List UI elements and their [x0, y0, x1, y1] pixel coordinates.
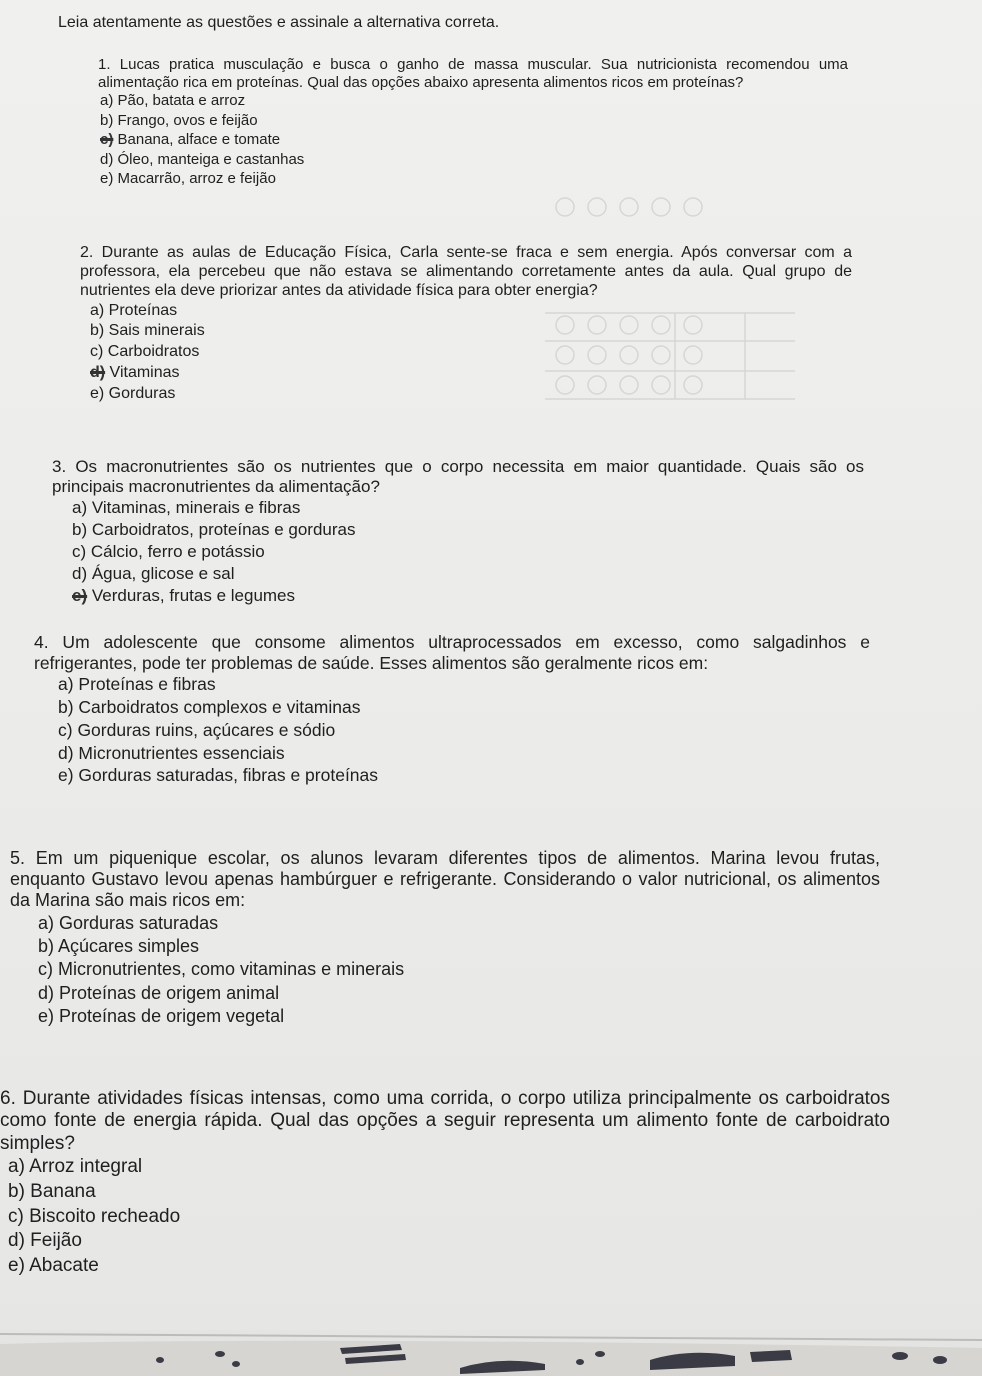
question-2 [80, 244, 852, 405]
question-1-stem: 1. Lucas pratica musculação e busca o ganho de massa muscular. Sua nutricionista recomendou uma alimentação rica em proteínas. Qual das opções abaixo apresenta alimentos ricos em proteínas? [98, 56, 848, 91]
option-4d[interactable]: d) Micronutrientes essenciais [58, 742, 285, 763]
question-3 [52, 457, 864, 608]
option-2a[interactable]: a) Proteínas [90, 301, 178, 319]
option-3a[interactable]: a) Vitaminas, minerais e fibras [72, 498, 301, 518]
table-surface-edge [0, 1330, 982, 1376]
answer-mark-1: c) [100, 131, 114, 149]
option-4c[interactable]: c) Gorduras ruins, açúcares e sódio [58, 719, 336, 740]
question-5-options [38, 912, 880, 1029]
option-6d[interactable]: d) Feijão [8, 1230, 82, 1252]
question-5-stem: 5. Em um piquenique escolar, os alunos levaram diferentes tipos de alimentos. Marina levou frutas, enquanto Gustavo levou apenas hambúrguer e refrigerante. Considerando o valor nutricional, os alimentos da Marina são mais ricos em: [10, 848, 880, 911]
question-6 [0, 1088, 890, 1279]
option-6c[interactable]: c) Biscoito recheado [8, 1205, 181, 1227]
question-2-options [90, 301, 852, 405]
option-3d[interactable]: d) Água, glicose e sal [72, 564, 235, 584]
option-1a[interactable]: a) Pão, batata e arroz [100, 92, 246, 110]
option-6b[interactable]: b) Banana [8, 1180, 96, 1202]
question-2-stem: 2. Durante as aulas de Educação Física, Carla sente-se fraca e sem energia. Após conversar com a professora, ela percebeu que não estava se alimentando corretamente antes da aula. Qual grupo de nutrientes ela deve priorizar antes da atividade física para obter energia? [80, 244, 852, 299]
question-3-stem: 3. Os macronutrientes são os nutrientes que o corpo necessita em maior quantidade. Quais são os principais macronutrientes da alimentação? [52, 457, 864, 497]
option-6a[interactable]: a) Arroz integral [8, 1156, 143, 1178]
option-5d[interactable]: d) Proteínas de origem animal [38, 982, 280, 1003]
option-2e[interactable]: e) Gorduras [90, 384, 176, 402]
option-6e[interactable]: e) Abacate [8, 1254, 99, 1276]
option-2b[interactable]: b) Sais minerais [90, 322, 205, 340]
option-4e[interactable]: e) Gorduras saturadas, fibras e proteínas [58, 765, 379, 786]
option-3e[interactable]: e) Verduras, frutas e legumes [72, 586, 296, 606]
option-5a[interactable]: a) Gorduras saturadas [38, 912, 219, 933]
option-1c[interactable]: c) Banana, alface e tomate [100, 131, 281, 149]
option-1b[interactable]: b) Frango, ovos e feijão [100, 111, 258, 129]
question-4 [34, 632, 870, 787]
option-4a[interactable]: a) Proteínas e fibras [58, 674, 216, 695]
question-4-stem: 4. Um adolescente que consome alimentos ultraprocessados em excesso, como salgadinhos e refrigerantes, pode ter problemas de saúde. Esses alimentos são geralmente ricos em: [34, 632, 870, 673]
option-2c[interactable]: c) Carboidratos [90, 343, 200, 361]
question-4-options [58, 673, 870, 787]
option-3c[interactable]: c) Cálcio, ferro e potássio [72, 542, 265, 562]
option-2d[interactable]: d) Vitaminas [90, 364, 180, 382]
question-1 [98, 56, 848, 189]
answer-mark-2: d) [90, 364, 106, 382]
question-6-options [8, 1155, 890, 1278]
question-6-stem: 6. Durante atividades físicas intensas, como uma corrida, o corpo utiliza principalmente os carboidratos como fonte de energia rápida. Qual das opções a seguir representa um alimento fonte de carboidrato simples? [0, 1088, 890, 1154]
option-1d[interactable]: d) Óleo, manteiga e castanhas [100, 150, 305, 168]
option-4b[interactable]: b) Carboidratos complexos e vitaminas [58, 697, 361, 718]
instruction-text: Leia atentamente as questões e assinale a alternativa correta. [58, 14, 500, 31]
option-1e[interactable]: e) Macarrão, arroz e feijão [100, 170, 276, 188]
question-5 [10, 848, 880, 1029]
option-3b[interactable]: b) Carboidratos, proteínas e gorduras [72, 520, 356, 540]
question-3-options [72, 497, 864, 607]
option-5c[interactable]: c) Micronutrientes, como vitaminas e minerais [38, 959, 405, 980]
answer-mark-3: e) [72, 586, 88, 606]
question-1-options [100, 91, 848, 189]
option-5b[interactable]: b) Açúcares simples [38, 936, 200, 957]
option-5e[interactable]: e) Proteínas de origem vegetal [38, 1006, 285, 1027]
